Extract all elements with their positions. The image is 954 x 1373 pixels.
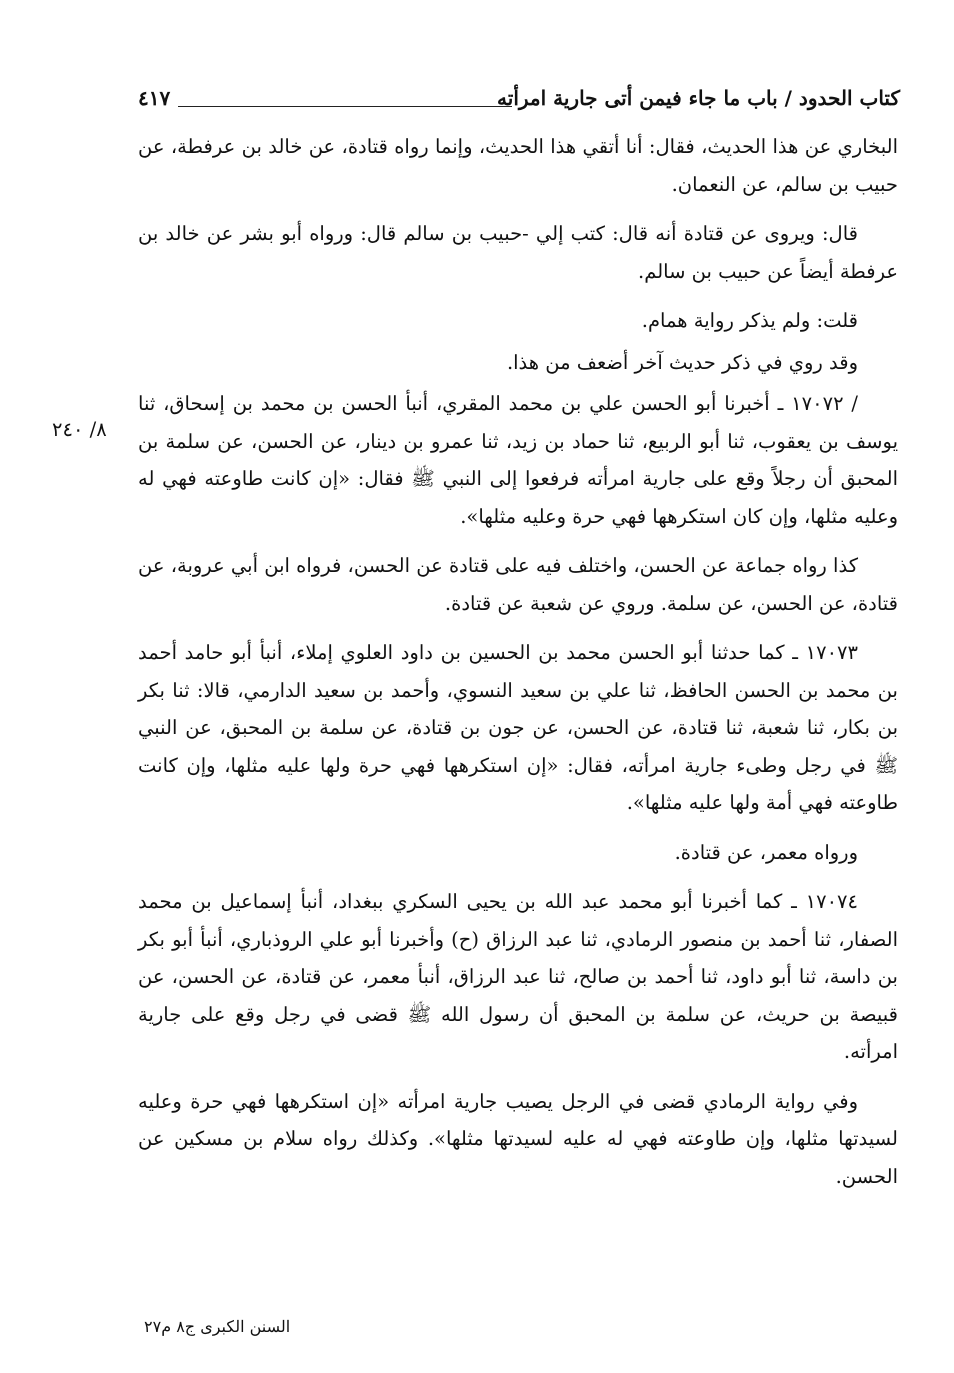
paragraph-8: ورواه معمر، عن قتادة. bbox=[674, 840, 858, 864]
hadith-17072: / ١٧٠٧٢ ـ أخبرنا أبو الحسن علي بن محمد المقري، أنبأ الحسن بن محمد بن إسحاق، ثنا يوسف بن يعقوب، ثنا أبو الربيع، ثنا حماد بن زيد، ثنا عمرو بن دينار، عن الحسن، عن سلمة بن المحبق أن رجلاً وقع على جارية امرأته فرفعوا إلى النبي ﷺ فقال: «إن كانت طاوعته فهي له وعليه مثلها، وإن كان استكرهها فهي حرة وعليه مثلها». bbox=[138, 392, 898, 528]
footer-signature: السنن الكبرى ج٨ م٢٧ bbox=[144, 1317, 291, 1336]
paragraph-4: وقد روي في ذكر حديث آخر أضعف من هذا. bbox=[506, 350, 858, 374]
paragraph-10: وفي رواية الرمادي قضى في الرجل يصيب جارية امرأته «إن استكرهها فهي حرة وعليه لسيدتها مثلها، وإن طاوعته فهي له عليه لسيدتها مثلها». وكذلك رواه سلام بن مسكين عن الحسن. bbox=[138, 1089, 898, 1188]
paragraph-6: كذا رواه جماعة عن الحسن، واختلف فيه على قتادة عن الحسن، فرواه ابن أبي عروبة، عن قتادة، عن الحسن، عن سلمة. وروي عن شعبة عن قتادة. bbox=[138, 554, 898, 615]
page-number: ٤١٧ bbox=[138, 86, 171, 110]
chapter-title: كتاب الحدود / باب ما جاء فيمن أتى جارية امرأته bbox=[497, 86, 900, 110]
hadith-17074: ١٧٠٧٤ ـ كما أخبرنا أبو محمد عبد الله بن يحيى السكري ببغداد، أنبأ إسماعيل بن محمد الصفار، ثنا أحمد بن منصور الرمادي، ثنا عبد الرزاق (ح) وأخبرنا أبو علي الروذباري، أنبأ أبو بكر بن داسة، ثنا أبو داود، ثنا أحمد بن صالح، ثنا عبد الرزاق، أنبأ معمر، عن قتادة، عن الحسن، عن قبيصة بن حريث، عن سلمة بن المحبق أن رسول الله ﷺ قضى في رجل وقع على جارية امرأته. bbox=[138, 890, 898, 1063]
header-rule bbox=[178, 106, 512, 107]
margin-volume-reference: ٨/ ٢٤٠ bbox=[52, 418, 107, 441]
paragraph-2: قال: ويروى عن قتادة أنه قال: كتب إلي -حبيب بن سالم قال: ورواه أبو بشر عن خالد بن عرفطة أيضاً عن حبيب بن سالم. bbox=[138, 222, 898, 283]
paragraph-3: قلت: ولم يذكر رواية همام. bbox=[641, 309, 858, 332]
hadith-17073: ١٧٠٧٣ ـ كما حدثنا أبو الحسن محمد بن الحسين بن داود العلوي إملاء، أنبأ أبو حامد أحمد بن محمد بن الحسن الحافظ، ثنا علي بن سعيد النسوي، وأحمد بن سعيد الدارمي، قالا: ثنا بكر بن بكار، ثنا شعبة، ثنا قتادة، عن الحسن، عن جون بن قتادة، عن سلمة بن المحبق، عن النبي ﷺ في رجل وطىء جارية امرأته، فقال: «إن استكرهها فهي حرة ولها عليه مثلها، وإن كانت طاوعته فهي أمة ولها عليه مثلها». bbox=[138, 641, 898, 814]
running-header bbox=[138, 86, 900, 118]
main-text bbox=[138, 128, 898, 1207]
paragraph-1: البخاري عن هذا الحديث، فقال: أنا أتقي هذا الحديث، وإنما رواه قتادة، عن خالد بن عرفطة، عن حبيب بن سالم، عن النعمان. bbox=[138, 135, 898, 196]
